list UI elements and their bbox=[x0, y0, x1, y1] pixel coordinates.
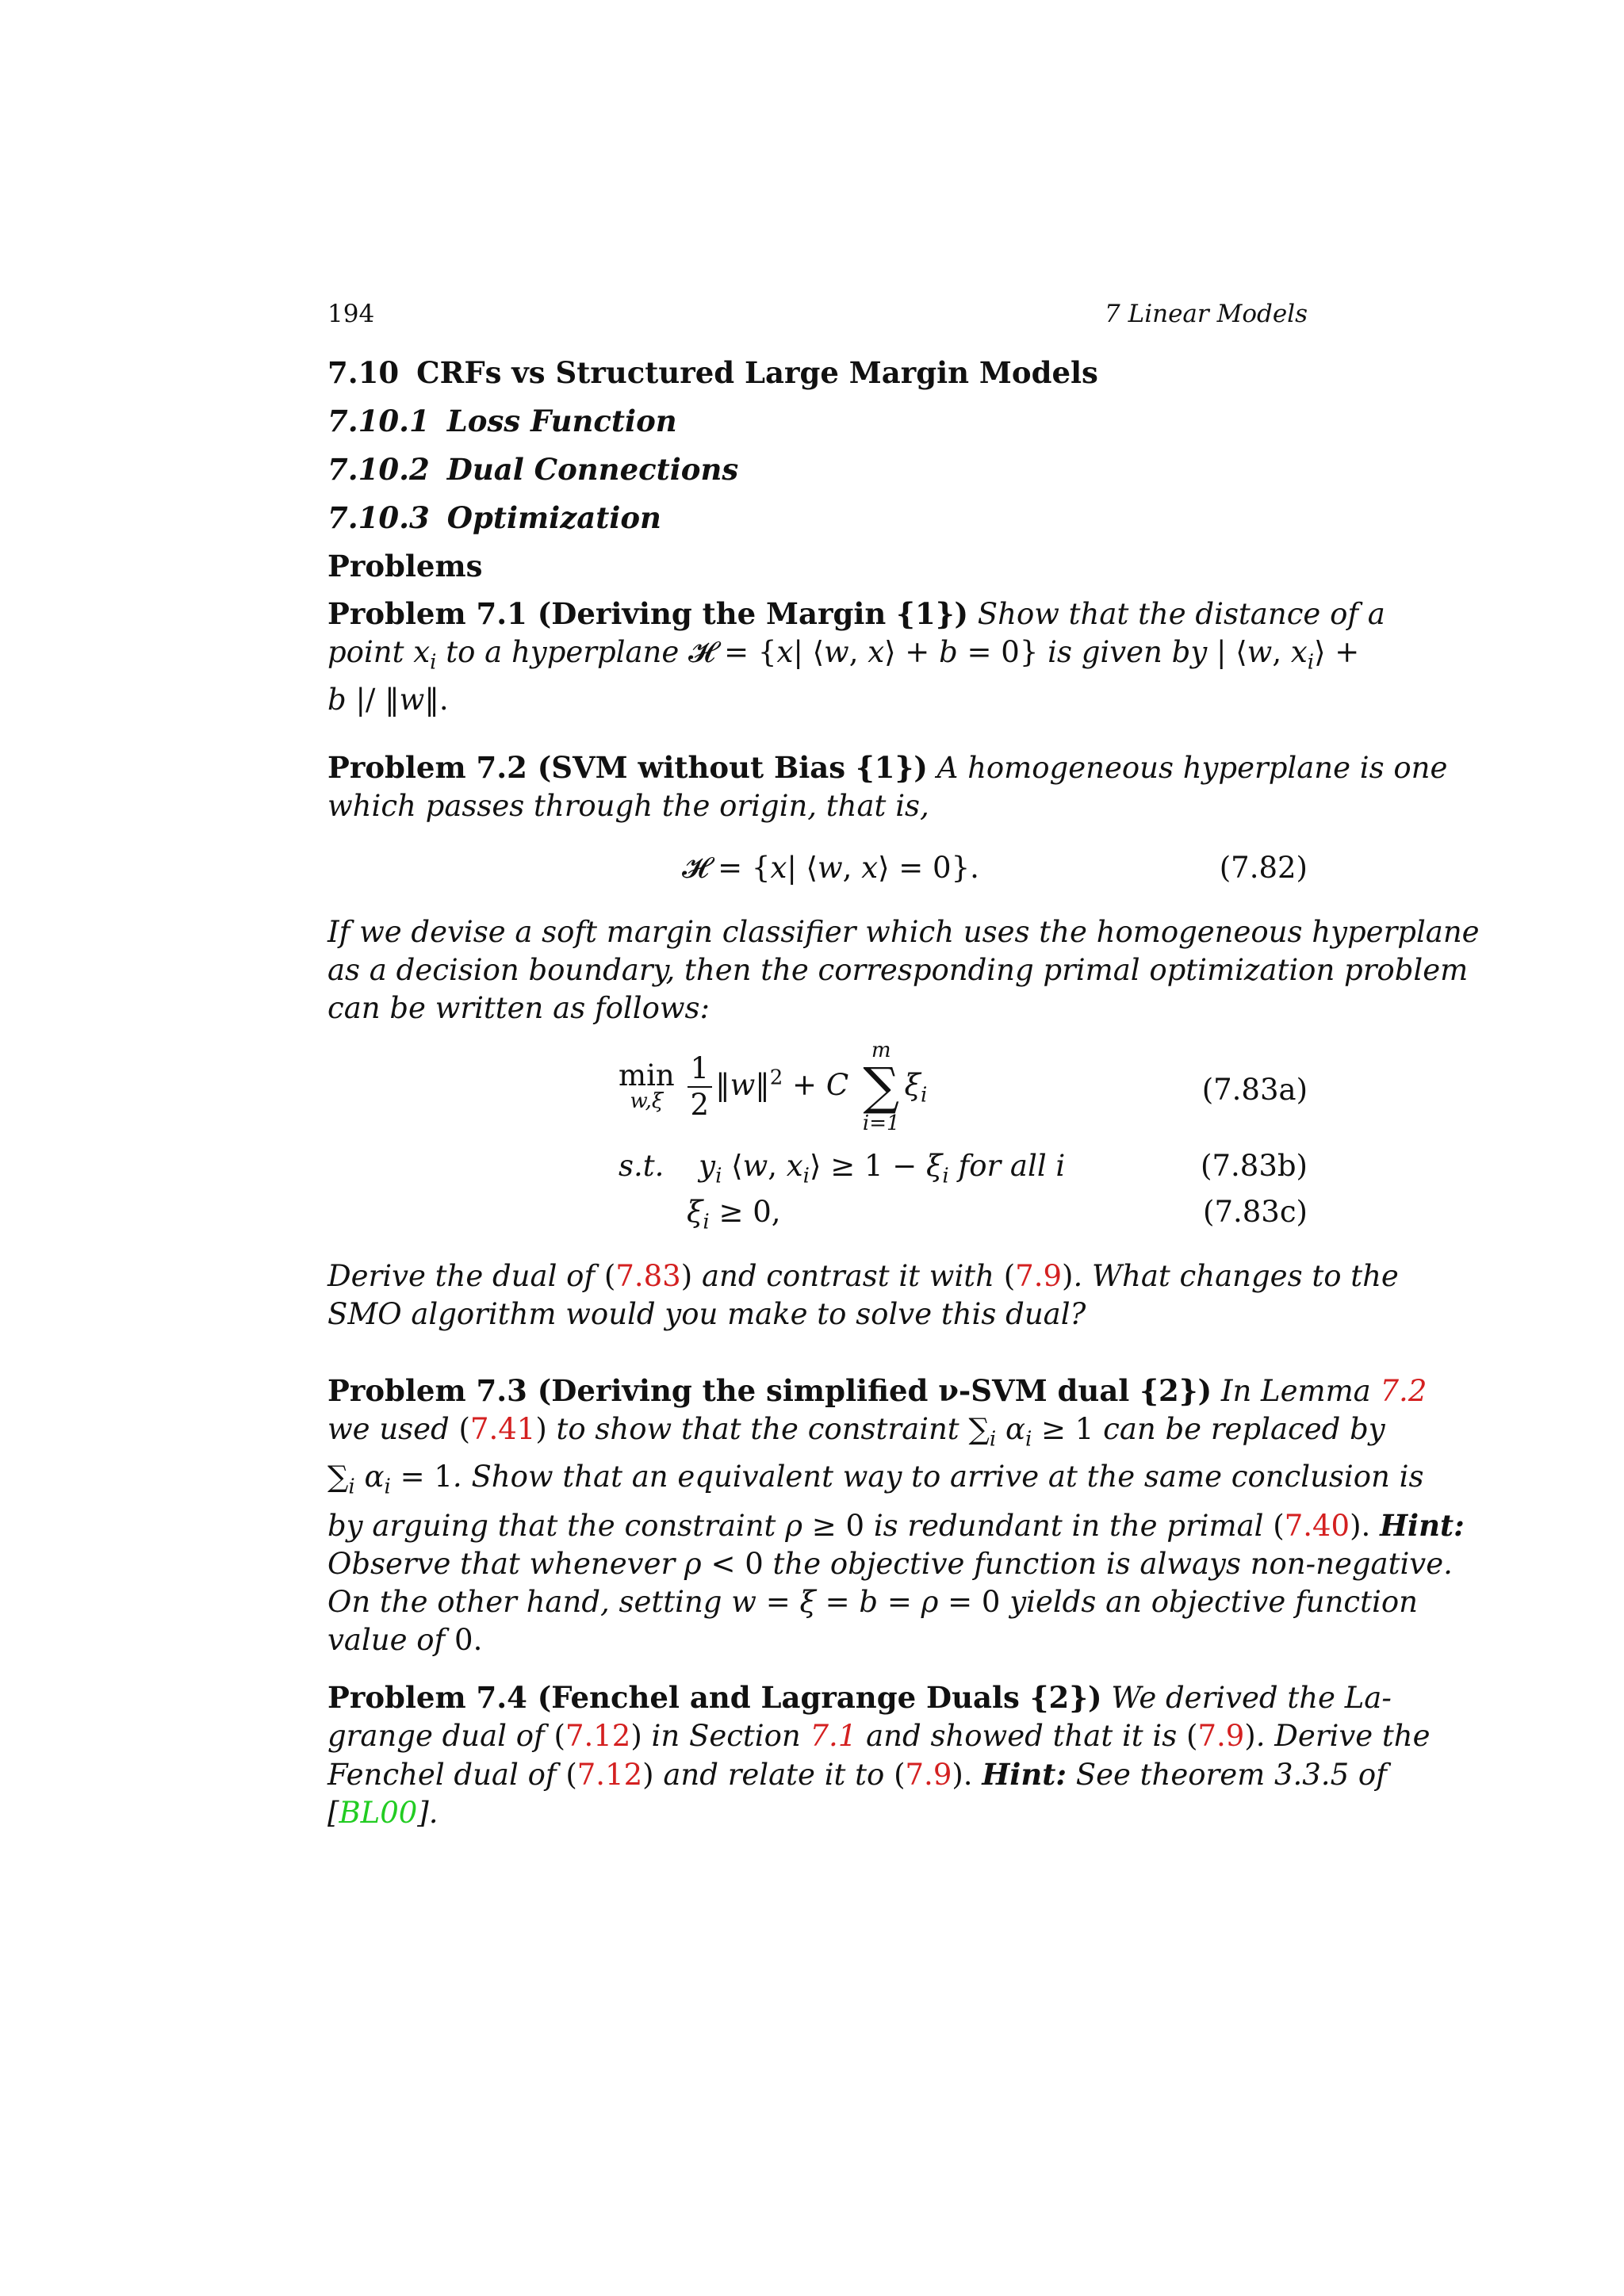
subsection-heading-dual-connections: 7.10.2 Dual Connections bbox=[327, 452, 739, 487]
problem-7-3: Problem 7.3 (Deriving the simplified ν-SVM dual {2}) In Lemma 7.2 we used (7.41) to show that the constraint $\sum_i$ $\alpha_i \ge 1$ can be replaced by $\sum_i$ $\alpha_i = 1$. Show that an equivalent way to arrive at the same conclusion is by arguing that the constraint ρ ≥ 0 is redundant in the primal (7.40). Hint: Observe that whenever ρ < 0 the objective function is always non-negative. On the other hand, setting w = ξ = b = ρ = 0 yields an objective function value of 0. bbox=[327, 1373, 1465, 1657]
chapter-title: 7 Linear Models bbox=[1105, 300, 1308, 328]
problem-7-4: Problem 7.4 (Fenchel and Lagrange Duals {2}) We derived the La- grange dual of (7.12) in Section 7.1 and showed that it is (7.9). Derive the Fenchel dual of (7.12) and relate it to (7.9). Hint: See theorem 3.3.5 of [BL00]. bbox=[327, 1680, 1431, 1830]
equation-reference-link[interactable]: 7.9 bbox=[905, 1758, 952, 1792]
problem-7-2: Problem 7.2 (SVM without Bias {1}) A homogeneous hyperplane is one which passes through the origin, that is, bbox=[327, 750, 1448, 823]
hint-label: Hint: bbox=[982, 1757, 1067, 1792]
subsection-heading-loss-function: 7.10.1 Loss Function bbox=[327, 404, 677, 438]
equation-reference-link[interactable]: 7.12 bbox=[576, 1758, 643, 1792]
equation-reference-link[interactable]: 7.40 bbox=[1284, 1508, 1350, 1543]
equation-number-7-83c: (7.83c) bbox=[1203, 1195, 1308, 1229]
equation-7-82: 𝓗 = {x| ⟨w, x⟩ = 0}. bbox=[682, 851, 979, 885]
problem-7-2-continued: If we devise a soft margin classifier which uses the homogeneous hyperplane as a decision boundary, then the corresponding primal optimization problem can be written as follows: bbox=[327, 915, 1480, 1025]
equation-reference-link[interactable]: 7.9 bbox=[1015, 1259, 1063, 1293]
problem-title: Problem 7.1 (Deriving the Margin {1}) bbox=[327, 596, 969, 631]
problems-heading: Problems bbox=[327, 549, 483, 584]
hint-label: Hint: bbox=[1380, 1507, 1465, 1543]
section-heading-7-10: 7.10 CRFs vs Structured Large Margin Models bbox=[327, 355, 1098, 390]
problem-7-2-question: Derive the dual of (7.83) and contrast it with (7.9). What changes to the SMO algorithm would you make to solve this dual? bbox=[327, 1259, 1399, 1331]
page-number: 194 bbox=[327, 300, 375, 328]
equation-7-83c: $\xi_i \ge 0$, bbox=[687, 1195, 781, 1234]
problem-7-1: Problem 7.1 (Deriving the Margin {1}) Show that the distance of a point $x_i$ to a hyperplane 𝓗 = {x| ⟨w, x⟩ + b = 0} is given by | ⟨w, $x_i⟩$ + b |/ ‖w‖. bbox=[327, 596, 1385, 718]
equation-reference-link[interactable]: 7.41 bbox=[469, 1412, 536, 1446]
running-header bbox=[327, 300, 1308, 338]
section-reference-link[interactable]: 7.1 bbox=[810, 1719, 857, 1753]
citation-link[interactable]: BL00 bbox=[339, 1796, 418, 1830]
problem-title: Problem 7.2 (SVM without Bias {1}) bbox=[327, 750, 928, 785]
equation-reference-link[interactable]: 7.12 bbox=[565, 1719, 631, 1753]
problem-title: Problem 7.3 (Deriving the simplified ν-SVM dual {2}) bbox=[327, 1373, 1212, 1408]
problem-title: Problem 7.4 (Fenchel and Lagrange Duals {2}) bbox=[327, 1680, 1102, 1715]
equation-number-7-83a: (7.83a) bbox=[1201, 1073, 1308, 1107]
equation-7-83b: s.t. $y_i$ ⟨w, $x_i⟩ \ge 1 - \xi_i$ for all i bbox=[619, 1149, 1066, 1188]
equation-number-7-83b: (7.83b) bbox=[1201, 1149, 1308, 1183]
equation-reference-link[interactable]: 7.9 bbox=[1197, 1719, 1245, 1753]
equation-7-83a: min w,ξ $\frac{1}{2}$ ‖w‖$^2$ + C m ∑ i=1 $\xi_i$ bbox=[619, 1039, 928, 1135]
equation-reference-link[interactable]: 7.83 bbox=[615, 1259, 681, 1293]
lemma-reference-link[interactable]: 7.2 bbox=[1380, 1374, 1427, 1408]
equation-number-7-82: (7.82) bbox=[1219, 851, 1308, 885]
subsection-heading-optimization: 7.10.3 Optimization bbox=[327, 500, 661, 535]
